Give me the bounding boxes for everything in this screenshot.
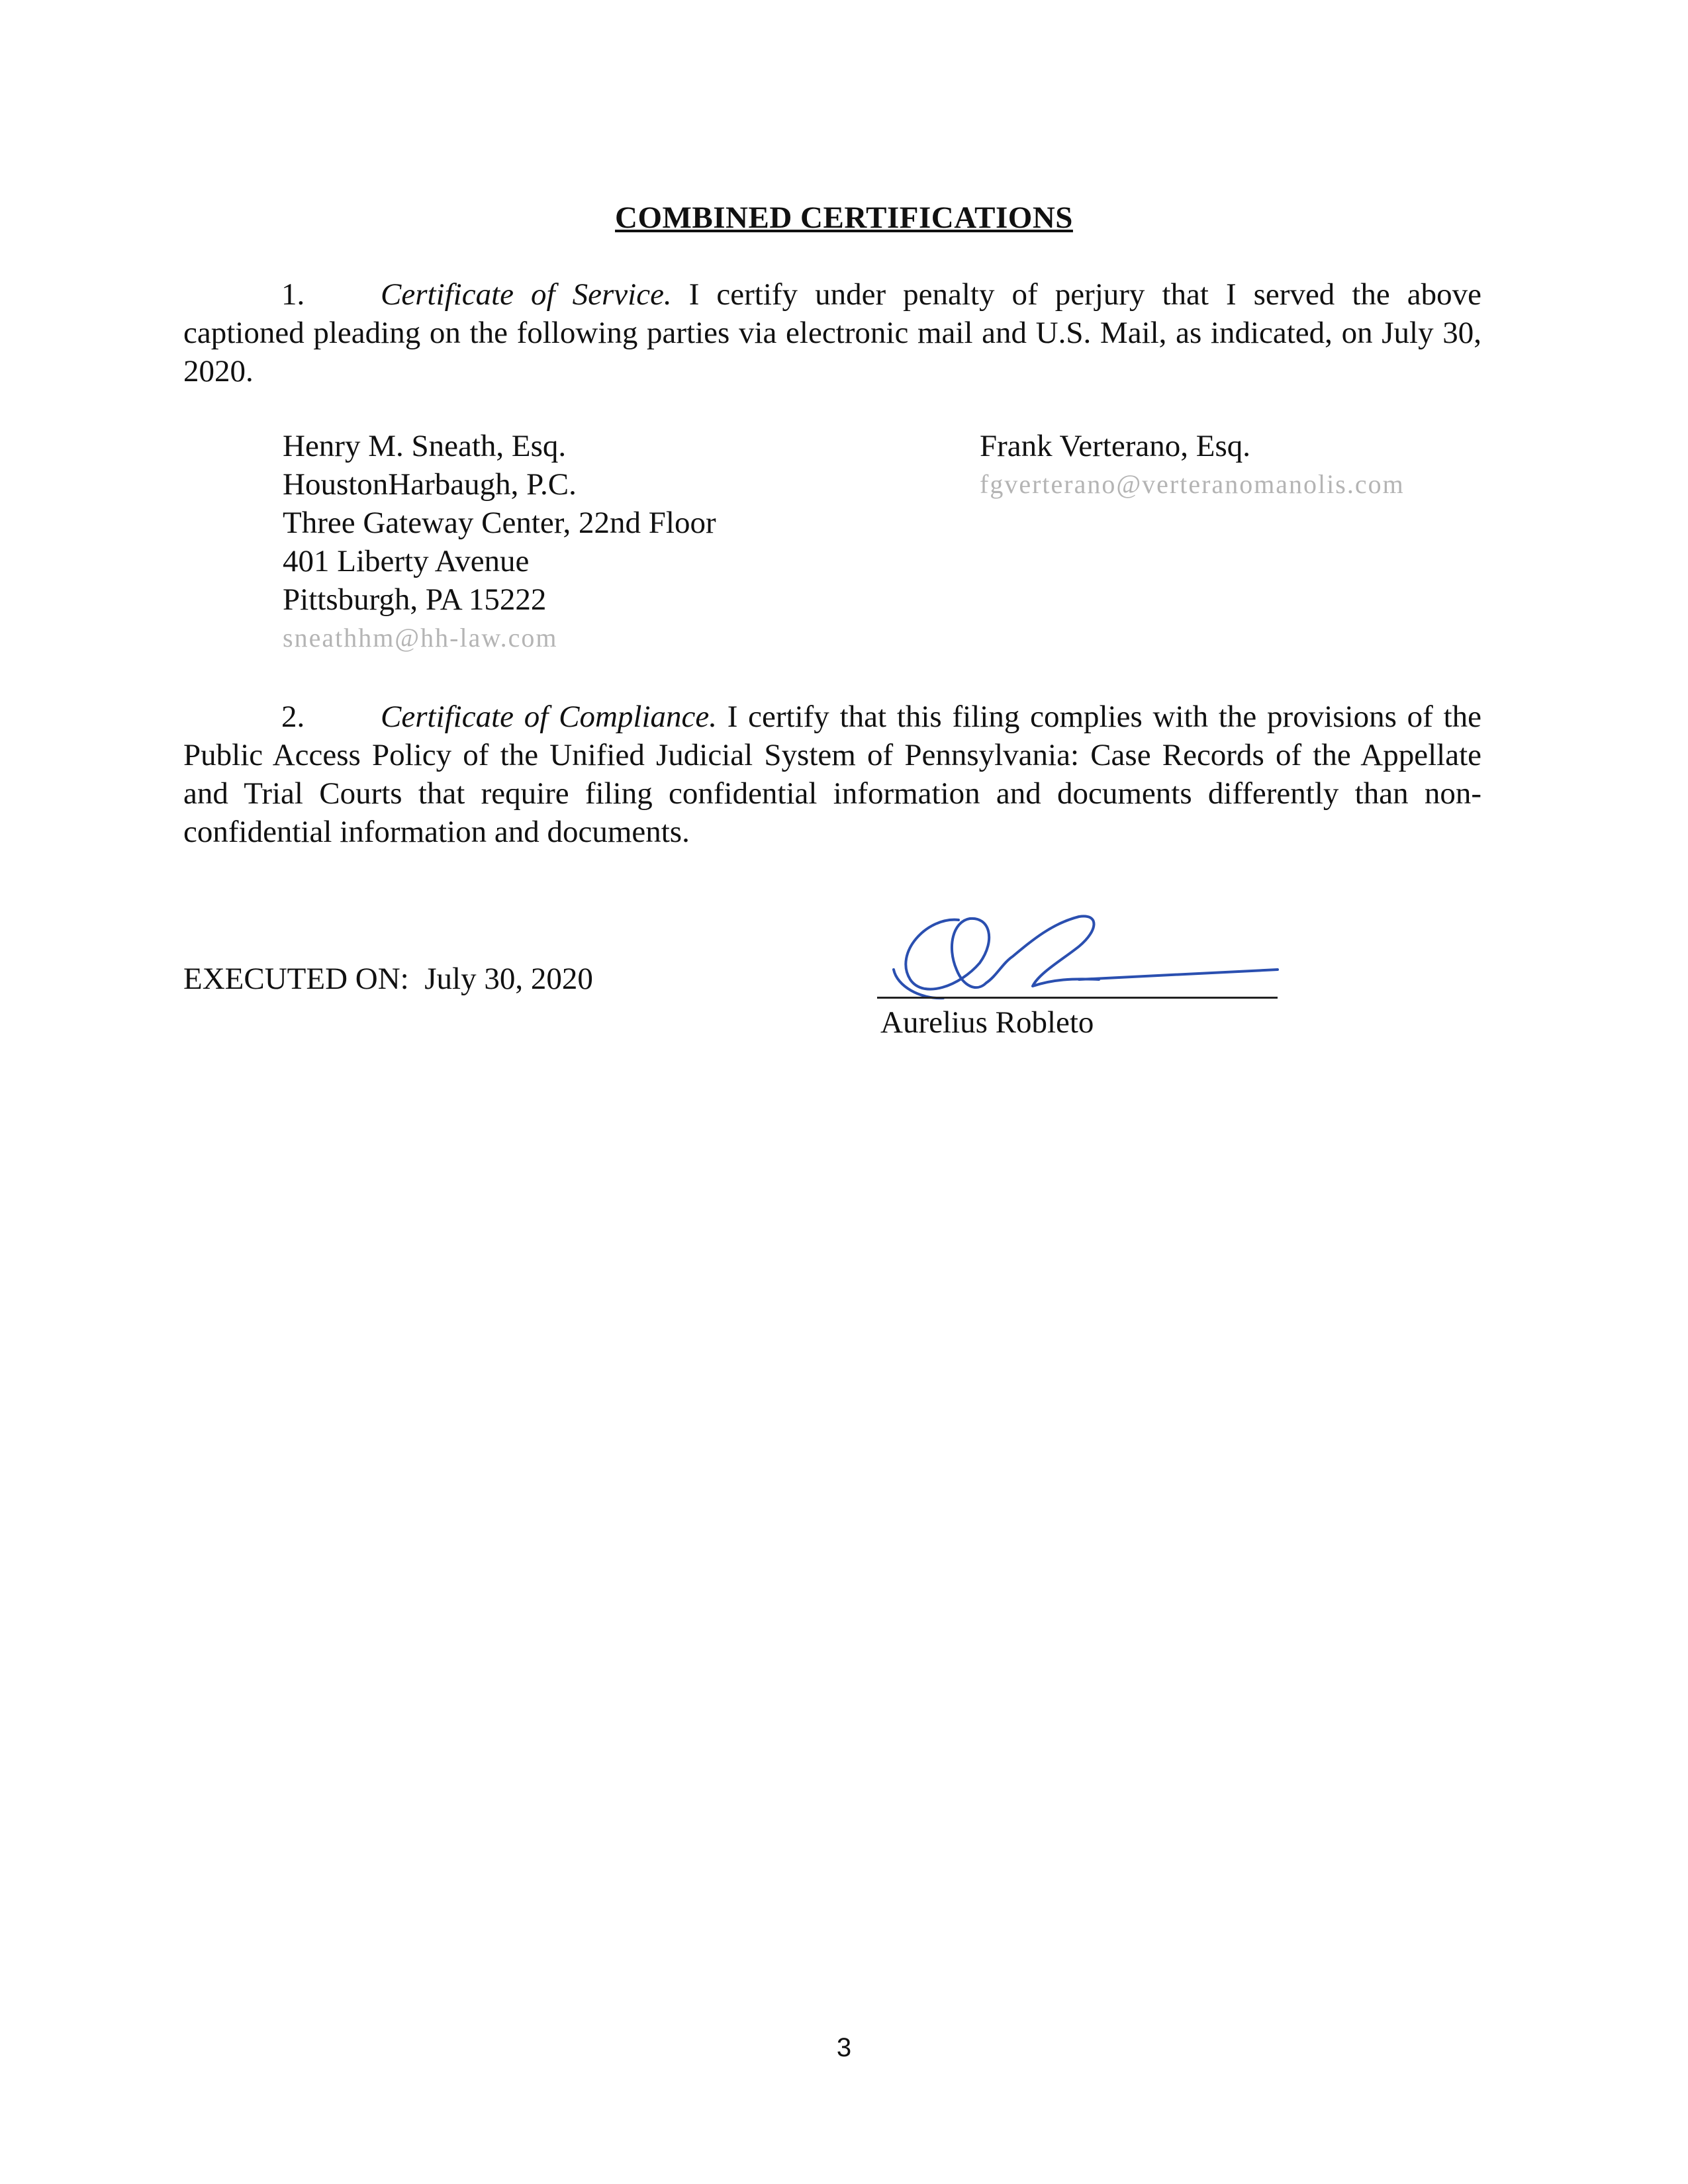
recipient-name: Henry M. Sneath, Esq. bbox=[283, 429, 567, 463]
paragraph-number: 2. bbox=[281, 700, 305, 734]
signer-name: Aurelius Robleto bbox=[880, 1005, 1094, 1040]
page-number: 3 bbox=[836, 2033, 852, 2062]
recipient-name: Frank Verterano, Esq. bbox=[980, 429, 1250, 463]
executed-on-label: EXECUTED ON: bbox=[183, 962, 409, 996]
handwritten-signature bbox=[880, 900, 1304, 1013]
certificate-of-compliance-text: I certify that this filing complies with the provisions of the Public Access Policy of the Unified Judicial System of Pennsylvania: Case Records of the Appellate and Trial Courts that require filing confidential information and documents differently than non-confidential information and documents. bbox=[183, 700, 1481, 849]
execution-line bbox=[183, 961, 593, 997]
recipient-address-line2: 401 Liberty Avenue bbox=[283, 544, 530, 578]
recipient-address-line1: Three Gateway Center, 22nd Floor bbox=[283, 506, 716, 540]
paragraph-number: 1. bbox=[281, 277, 305, 312]
certificate-of-service-title: Certificate of Service. bbox=[381, 277, 672, 312]
recipient-email: sneathhm@hh-law.com bbox=[283, 623, 558, 653]
recipient-address-right bbox=[980, 427, 1405, 504]
recipient-firm: HoustonHarbaugh, P.C. bbox=[283, 467, 577, 502]
document-heading: COMBINED CERTIFICATIONS bbox=[615, 201, 1073, 235]
signature-line bbox=[877, 997, 1278, 999]
recipient-city-state-zip: Pittsburgh, PA 15222 bbox=[283, 582, 547, 617]
certificate-of-compliance-title: Certificate of Compliance. bbox=[381, 700, 717, 734]
recipient-email: fgverterano@verteranomanolis.com bbox=[980, 469, 1405, 499]
certificate-of-service-paragraph bbox=[183, 275, 1481, 390]
executed-on-date: July 30, 2020 bbox=[424, 962, 593, 996]
certificate-of-compliance-paragraph bbox=[183, 698, 1481, 851]
recipient-address-left bbox=[283, 427, 716, 657]
certificate-of-service-text: I certify under penalty of perjury that I served the above captioned pleading on the following parties via electronic mail and U.S. Mail, as indicated, on July 30, 2020. bbox=[183, 277, 1482, 388]
